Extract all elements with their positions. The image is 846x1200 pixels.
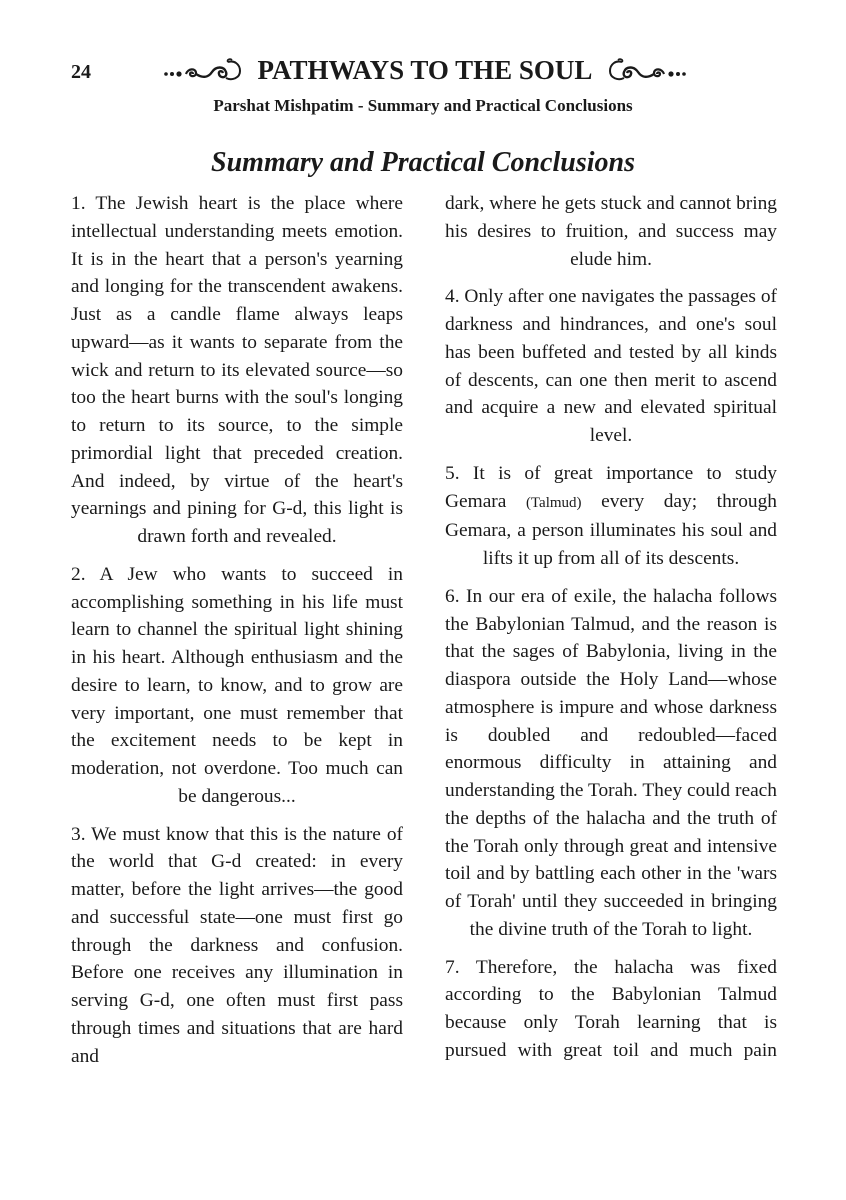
paragraph-6: 6. In our era of exile, the halacha follows the Babylonian Talmud, and the reason is that the sages of Babylonia, living in the diaspora outside the Holy Land—whose atmosphere is impure and whose darkness is doubled and redoubled—faced enormous difficulty in attaining and understanding the Torah. They could reach the depths of the halacha and the truth of the Torah only through great and intensive toil and by battling each other in the 'wars of Torah' until they succeeded in bringing the divine truth of the Torah to light.	[445, 585, 777, 940]
right-column	[445, 190, 777, 1065]
ornament-scroll-left-icon	[162, 56, 254, 84]
left-column	[71, 190, 403, 1070]
paragraph-1: 1. The Jewish heart is the place where intellectual understanding meets emotion. It is in the heart that a person's yearning and longing for the transcendent awakens. Just as a candle flame always leaps upward—as it wants to separate from the wick and return to its elevated source—so too the heart burns with the soul's longing to return to its source, to the simple primordial light that preceded creation. And indeed, by virtue of the heart's yearnings and pining for G-d, this light is drawn forth and revealed.	[71, 193, 403, 547]
paragraph-2: 2. A Jew who wants to succeed in accomplishing something in his life must learn to channel the spiritual light shining in his heart. Although enthusiasm and the desire to learn, to know, and to grow are very important, one must remember that the excitement needs to be kept in moderation, not overdone. Too much can be dangerous...	[71, 563, 403, 807]
paragraph-3: 3. We must know that this is the nature of the world that G-d created: in every matter, before the light arrives—the good and successful state—one must first go through the darkness and confusion. Before one receives any illumination in serving G-d, one often must first pass through times and situations that are hard and	[71, 823, 403, 1067]
paragraph-4: 4. Only after one navigates the passages of darkness and hindrances, and one's soul has been buffeted and tested by all kinds of descents, can one then merit to ascend and acquire a new and elevated spiritual level.	[445, 286, 777, 446]
running-header	[130, 52, 720, 88]
chapter-subtitle: Parshat Mishpatim - Summary and Practical Conclusions	[213, 96, 633, 115]
paragraph-3-continued: dark, where he gets stuck and cannot bring his desires to fruition, and success may elude him.	[445, 193, 777, 270]
page-number: 24	[71, 61, 91, 83]
section-title: Summary and Practical Conclusions	[211, 147, 635, 178]
book-title: PATHWAYS TO THE SOUL	[257, 55, 593, 85]
paragraph-5-text-b: every day; through Gemara, a person illuminates his soul and lifts it up from all of its descents.	[445, 490, 778, 569]
paragraph-5-text-a: 5. It is of great importance to study Gemara	[445, 462, 777, 512]
ornament-scroll-right-icon	[596, 56, 688, 84]
talmud-gloss: (Talmud)	[525, 494, 582, 511]
paragraph-7: 7. Therefore, the halacha was fixed according to the Babylonian Talmud because only Torah learning that is pursued with great toil and much pain	[445, 956, 777, 1061]
paragraph-5	[445, 460, 777, 573]
